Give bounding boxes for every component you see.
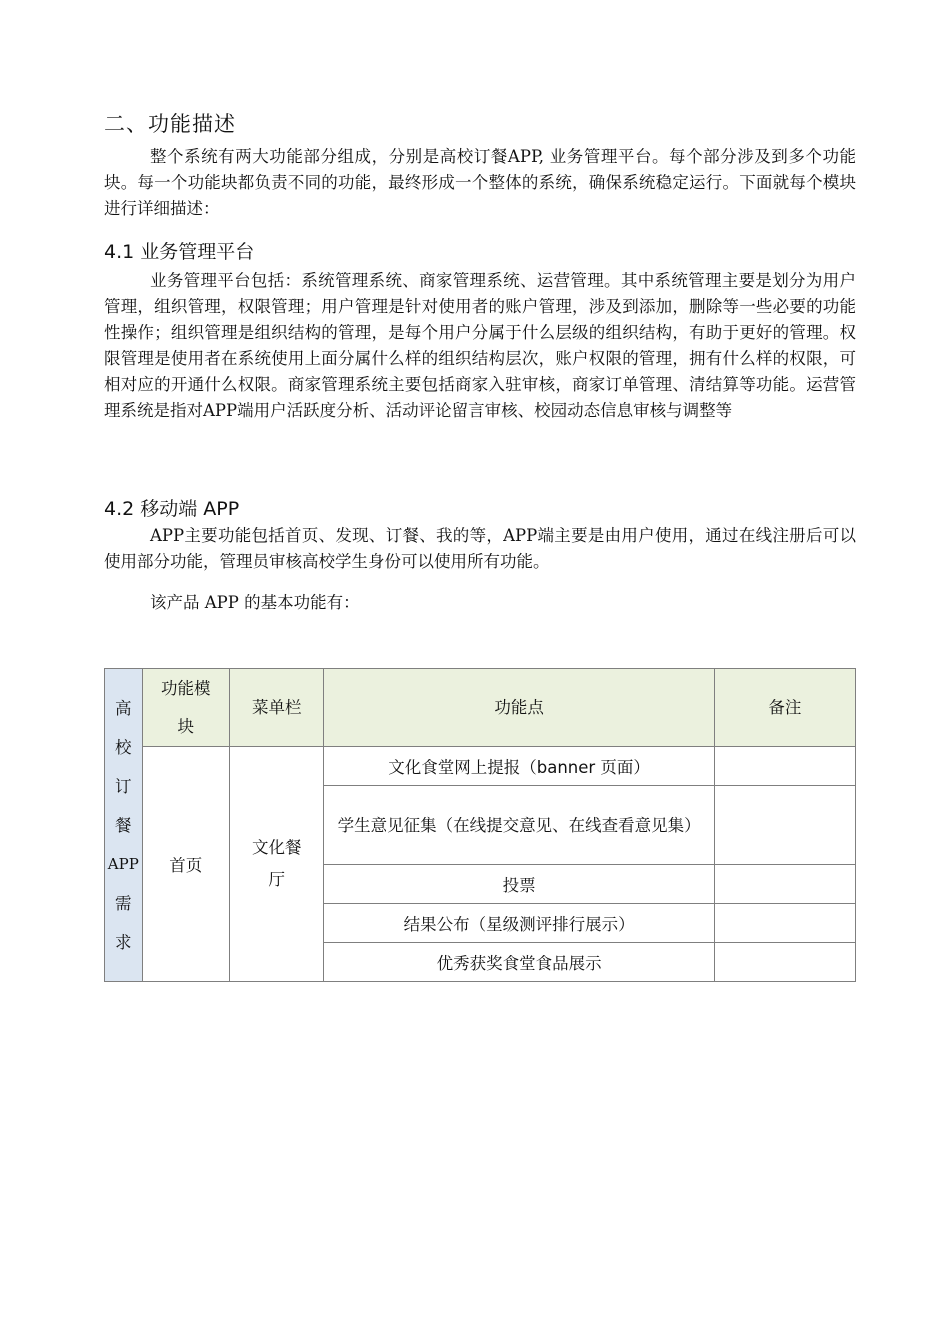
basic-functions-intro: 该产品 APP 的基本功能有： (150, 593, 360, 612)
section-title: 二、功能描述 (104, 112, 236, 136)
header-menu: 菜单栏 (229, 669, 324, 747)
header-module (142, 669, 229, 747)
header-feature: 功能点 (324, 669, 714, 747)
side-label-char: 订 (115, 776, 132, 796)
note-cell (714, 943, 855, 982)
feature-cell: 结果公布（星级测评排行展示） (324, 904, 714, 943)
side-label-char: 校 (115, 737, 132, 757)
note-cell (714, 747, 855, 786)
note-cell (714, 786, 855, 865)
table-row (105, 747, 856, 786)
note-cell (714, 865, 855, 904)
header-module-line: 块 (177, 716, 195, 736)
feature-cell: 优秀获奖食堂食品展示 (324, 943, 714, 982)
menu-cell-line: 文化餐 (251, 838, 302, 857)
header-note: 备注 (714, 669, 855, 747)
module-cell: 首页 (142, 747, 229, 982)
intro-paragraph: 整个系统有两大功能部分组成，分别是高校订餐APP, 业务管理平台。每个部分涉及到多个功能块。每一个功能块都负责不同的功能，最终形成一个整体的系统，确保系统稳定运行。下面就每个模块进行详细描述： (104, 147, 856, 218)
side-label-char: 高 (115, 698, 132, 718)
side-label-char: 需 (115, 893, 132, 913)
section-4-1-title: 4.1 业务管理平台 (104, 241, 255, 263)
header-module-line: 功能模 (161, 678, 211, 698)
feature-cell: 学生意见征集（在线提交意见、在线查看意见集） (324, 786, 714, 865)
requirements-table (104, 668, 856, 982)
side-label (105, 669, 143, 982)
side-label-char: APP (107, 854, 139, 873)
note-cell (714, 904, 855, 943)
menu-cell-line: 厅 (268, 870, 285, 889)
side-label-char: 求 (115, 932, 132, 952)
section-4-2-paragraph: APP主要功能包括首页、发现、订餐、我的等，APP端主要是由用户使用，通过在线注册后可以使用部分功能，管理员审核高校学生身份可以使用所有功能。 (104, 526, 856, 571)
section-4-1-paragraph: 业务管理平台包括：系统管理系统、商家管理系统、运营管理。其中系统管理主要是划分为用户管理，组织管理，权限管理；用户管理是针对使用者的账户管理，涉及到添加，删除等一些必要的功能性操作；组织管理是组织结构的管理，是每个用户分属于什么层级的组织结构，有助于更好的管理。权限管理是使用者在系统使用上面分属什么样的组织结构层次，账户权限的管理，拥有什么样的权限，可相对应的开通什么权限。商家管理系统主要包括商家入驻审核，商家订单管理、清结算等功能。运营管理系统是指对APP端用户活跃度分析、活动评论留言审核、校园动态信息审核与调整等 (104, 271, 856, 420)
section-4-2-title: 4.2 移动端 APP (104, 498, 240, 520)
side-label-char: 餐 (115, 815, 132, 835)
feature-cell: 文化食堂网上提报（banner 页面） (324, 747, 714, 786)
menu-cell (229, 747, 324, 982)
feature-cell: 投票 (324, 865, 714, 904)
